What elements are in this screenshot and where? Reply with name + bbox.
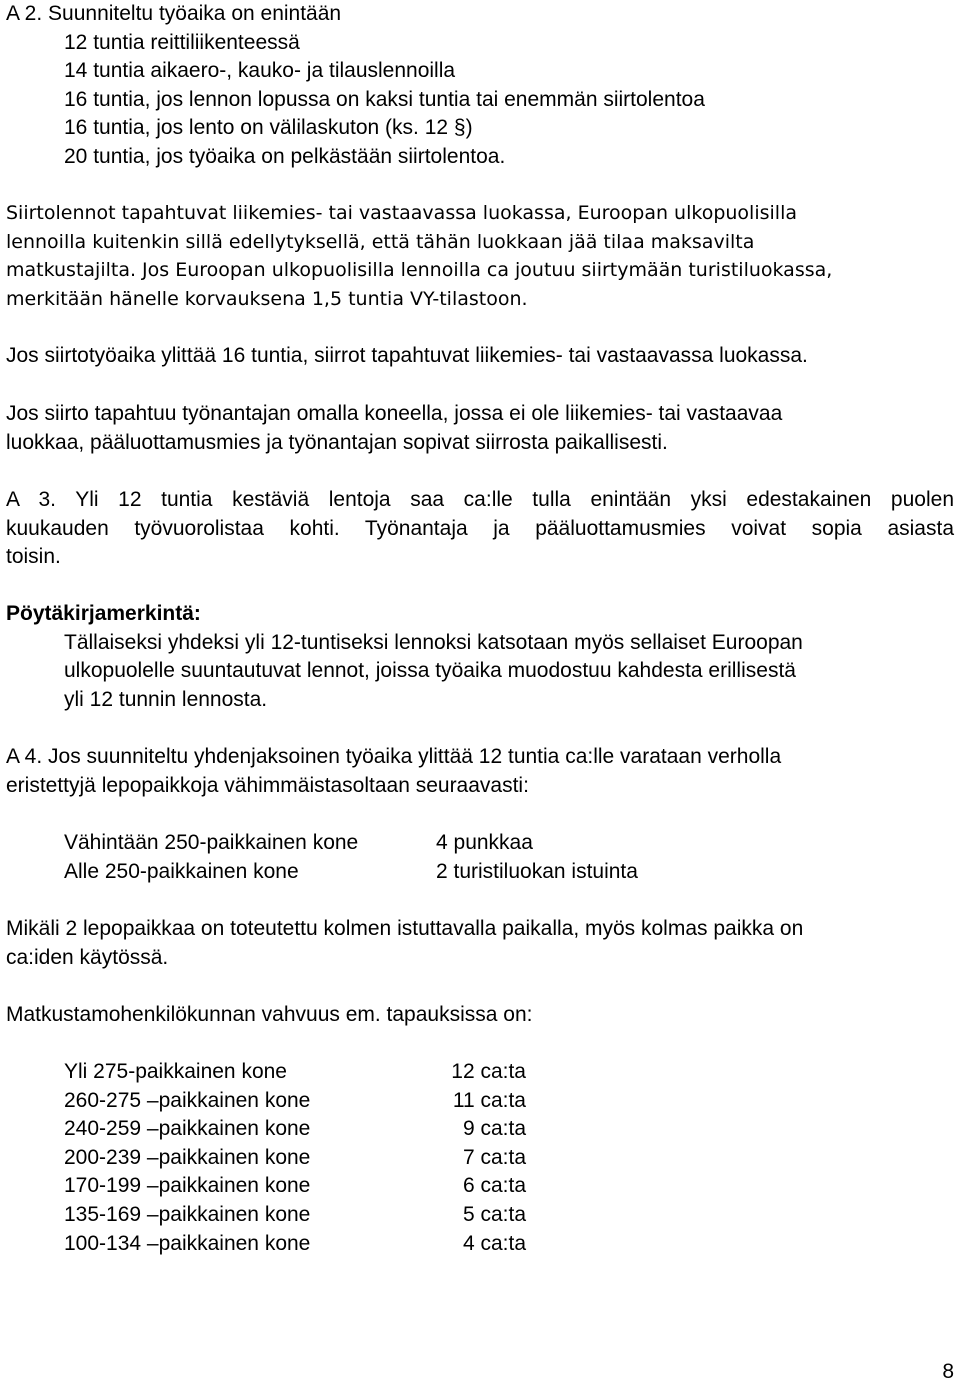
- paragraph-line: lennoilla kuitenkin sillä edellytyksellä, että tähän luokkaan jää tilaa maksavilta: [6, 230, 755, 253]
- paragraph-line: Jos siirto tapahtuu työnantajan omalla koneella, jossa ei ole liikemies- tai vastaavaa: [6, 402, 783, 425]
- paragraph-line: Jos siirtotyöaika ylittää 16 tuntia, siirrot tapahtuvat liikemies- tai vastaavassa luokassa.: [6, 344, 808, 367]
- aircraft-size-cell: 100-134 –paikkainen kone: [64, 1231, 311, 1255]
- rest-places-table: [64, 829, 954, 886]
- protocol-note-line: yli 12 tunnin lennosta.: [64, 687, 268, 711]
- crew-count-cell: 4 ca:ta: [462, 1231, 526, 1255]
- table-row: [64, 1087, 954, 1116]
- rest-place-cell: 4 punkkaa: [436, 831, 533, 854]
- crew-count-cell: 12 ca:ta: [451, 1060, 526, 1083]
- crew-strength-table: [64, 1058, 954, 1258]
- aircraft-size-cell: 200-239 –paikkainen kone: [64, 1145, 311, 1169]
- table-row: [64, 1201, 954, 1230]
- protocol-note-title: Pöytäkirjamerkintä:: [6, 602, 201, 625]
- crew-count-cell: 11 ca:ta: [452, 1088, 526, 1112]
- crew-count-cell: 5 ca:ta: [462, 1202, 526, 1226]
- crew-strength-intro: [6, 1001, 954, 1030]
- a2-heading-block: [6, 0, 954, 172]
- a2-limit-item: 14 tuntia aikaero-, kauko- ja tilauslennoilla: [64, 59, 456, 83]
- crew-count-cell: 6 ca:ta: [462, 1174, 526, 1198]
- aircraft-size-cell: 135-169 –paikkainen kone: [64, 1202, 311, 1226]
- a2-paragraph-16h: [6, 342, 954, 371]
- table-row: [64, 858, 954, 887]
- a2-limit-item: 16 tuntia, jos lennon lopussa on kaksi tuntia tai enemmän siirtolentoa: [64, 87, 705, 111]
- paragraph-line: Matkustamohenkilökunnan vahvuus em. tapauksissa on:: [6, 1003, 533, 1026]
- paragraph-line: toisin.: [6, 545, 61, 569]
- aircraft-size-cell: 170-199 –paikkainen kone: [64, 1174, 311, 1198]
- protocol-note-line: ulkopuolelle suuntautuvat lennot, joissa työaika muodostuu kahdesta erillisestä: [64, 659, 796, 683]
- aircraft-size-cell: 240-259 –paikkainen kone: [64, 1117, 311, 1141]
- a2-heading: A 2. Suunniteltu työaika on enintään: [6, 2, 342, 25]
- table-row: [64, 1230, 954, 1259]
- table-row: [64, 1115, 954, 1144]
- rest-place-cell: 2 turistiluokan istuinta: [436, 859, 638, 883]
- table-row: [64, 1144, 954, 1173]
- page-number: 8: [942, 1360, 954, 1383]
- paragraph-line: ca:iden käytössä.: [6, 945, 169, 969]
- table-row: [64, 1058, 954, 1087]
- a2-paragraph-own-aircraft: [6, 400, 954, 457]
- a4-paragraph: [6, 743, 954, 800]
- protocol-note: [6, 600, 954, 714]
- aircraft-size-cell: Alle 250-paikkainen kone: [64, 859, 299, 883]
- paragraph-line: A 3. Yli 12 tuntia kestäviä lentoja saa ca:lle tulla enintään yksi edestakainen puolen: [6, 488, 954, 511]
- a2-limit-item: 12 tuntia reittiliikenteessä: [64, 30, 300, 54]
- paragraph-line: kuukauden työvuorolistaa kohti. Työnantaja ja pääluottamusmies voivat sopia asiasta: [6, 516, 954, 540]
- crew-count-cell: 9 ca:ta: [462, 1117, 526, 1141]
- paragraph-line: merkitään hänelle korvauksena 1,5 tuntia VY-tilastoon.: [6, 287, 528, 310]
- a2-paragraph-transfer: [6, 199, 954, 313]
- table-row: [64, 829, 954, 858]
- aircraft-size-cell: 260-275 –paikkainen kone: [64, 1088, 311, 1112]
- aircraft-size-cell: Yli 275-paikkainen kone: [64, 1060, 287, 1083]
- crew-count-cell: 7 ca:ta: [462, 1145, 526, 1169]
- table-row: [64, 1172, 954, 1201]
- a4-third-seat-paragraph: [6, 915, 954, 972]
- paragraph-line: Siirtolennot tapahtuvat liikemies- tai vastaavassa luokassa, Euroopan ulkopuolisilla: [6, 202, 797, 224]
- paragraph-line: matkustajilta. Jos Euroopan ulkopuolisilla lennoilla ca joutuu siirtymään turistiluokassa,: [6, 259, 833, 282]
- a2-limit-item: 16 tuntia, jos lento on välilaskuton (ks. 12 §): [64, 116, 473, 140]
- paragraph-line: Mikäli 2 lepopaikkaa on toteutettu kolmen istuttavalla paikalla, myös kolmas paikka on: [6, 917, 804, 940]
- aircraft-size-cell: Vähintään 250-paikkainen kone: [64, 831, 359, 854]
- paragraph-line: A 4. Jos suunniteltu yhdenjaksoinen työaika ylittää 12 tuntia ca:lle varataan verholla: [6, 745, 782, 768]
- a3-paragraph: [6, 486, 954, 572]
- paragraph-line: luokkaa, pääluottamusmies ja työnantajan sopivat siirrosta paikallisesti.: [6, 430, 668, 454]
- paragraph-line: eristettyjä lepopaikkoja vähimmäistasoltaan seuraavasti:: [6, 773, 529, 797]
- a2-limit-item: 20 tuntia, jos työaika on pelkästään siirtolentoa.: [64, 144, 506, 168]
- protocol-note-line: Tällaiseksi yhdeksi yli 12-tuntiseksi lennoksi katsotaan myös sellaiset Euroopan: [64, 630, 803, 654]
